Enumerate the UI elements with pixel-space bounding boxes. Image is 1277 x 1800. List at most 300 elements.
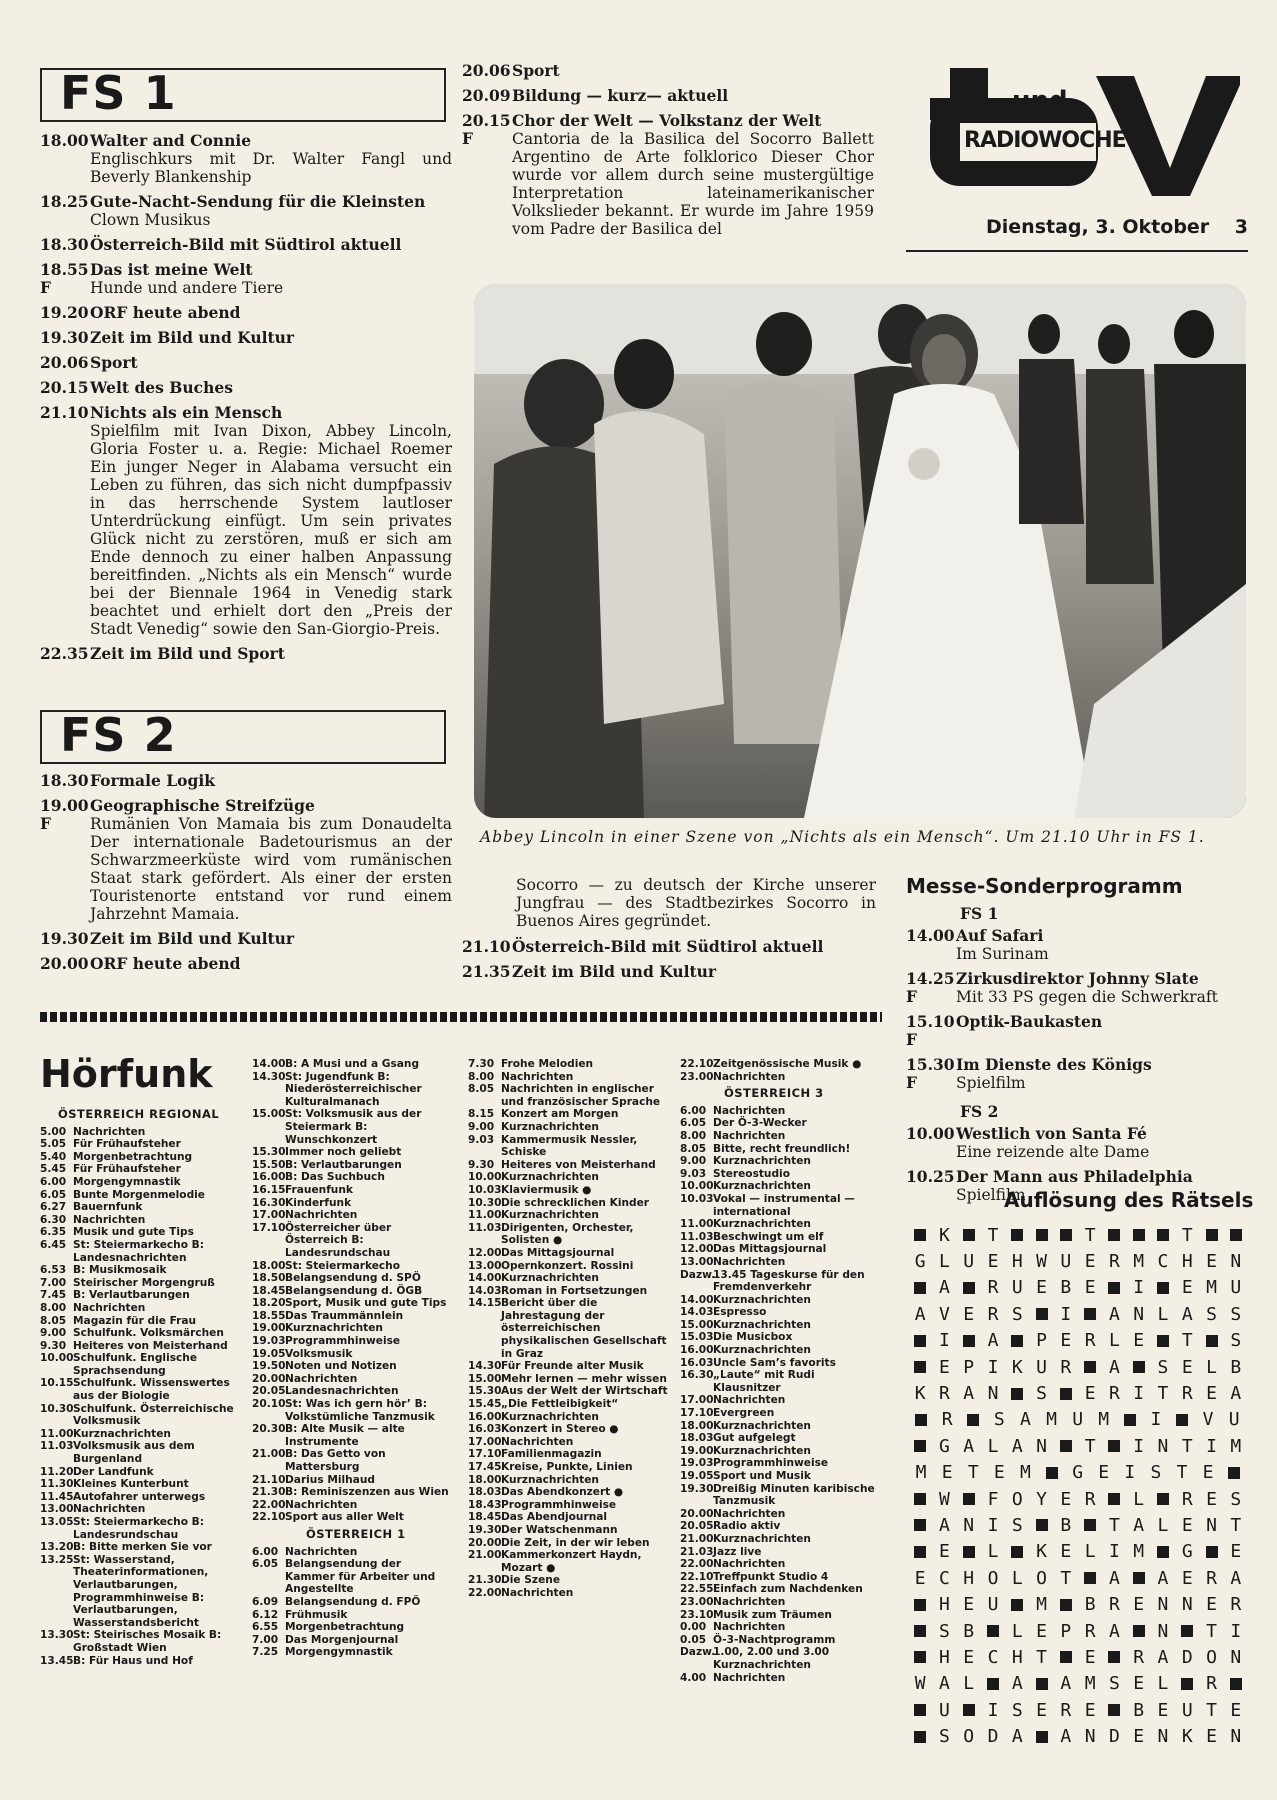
puzzle-letter-cell: R bbox=[1060, 1699, 1072, 1721]
radio-time: 13.25 bbox=[40, 1553, 74, 1566]
puzzle-letter-cell: S bbox=[993, 1409, 1005, 1431]
radio-time: 5.00 bbox=[40, 1125, 67, 1138]
radio-time: 22.10 bbox=[680, 1058, 714, 1070]
radio-entry bbox=[468, 1260, 668, 1273]
radio-title: Sport aus aller Welt bbox=[285, 1511, 404, 1524]
radio-entry bbox=[252, 1285, 452, 1298]
radio-time: 14.15 bbox=[468, 1297, 502, 1310]
puzzle-letter-cell: O bbox=[1206, 1646, 1217, 1668]
puzzle-letter-cell: W bbox=[1036, 1251, 1047, 1273]
entry-title: Zeit im Bild und Kultur bbox=[90, 929, 295, 948]
entry-body bbox=[90, 772, 452, 790]
puzzle-block-cell bbox=[1078, 1354, 1102, 1380]
radio-title: Kurznachrichten bbox=[713, 1344, 811, 1357]
entry-description: Cantoria de la Basilica del Socorro Ballett Argentino de Arte folklorico Dieser Chor wurde vor allem durch seine mustergültige Interpretation lateinamerikanischer Volkslieder bekannt. Er wurde im Jahre 1959 vom Padre der Basilica del bbox=[512, 130, 874, 238]
radio-title: Steirischer Morgengruß bbox=[73, 1276, 215, 1289]
radio-title: Morgengymnastik bbox=[285, 1646, 393, 1659]
radio-title: St: Steiermarkecho bbox=[285, 1259, 400, 1272]
radio-time: 14.03 bbox=[680, 1306, 714, 1319]
program-entry bbox=[40, 930, 452, 948]
puzzle-letter-cell: B bbox=[963, 1620, 975, 1642]
entry-time-col bbox=[462, 62, 512, 80]
entry-time: 20.06 bbox=[40, 353, 89, 372]
puzzle-letter-cell: I bbox=[987, 1699, 999, 1721]
puzzle-letter-cell: R bbox=[1133, 1646, 1145, 1668]
entry-time: 18.30 bbox=[40, 771, 89, 790]
program-entry bbox=[906, 927, 1252, 963]
radio-time: Dazw. bbox=[680, 1268, 716, 1281]
puzzle-block-cell bbox=[1029, 1671, 1053, 1697]
program-entry bbox=[40, 261, 452, 297]
entry-title: Nichts als ein Mensch bbox=[90, 403, 283, 422]
radio-title: Radio aktiv bbox=[713, 1520, 781, 1533]
radio-time: 23.10 bbox=[680, 1608, 714, 1621]
radio-time: 18.00 bbox=[680, 1419, 714, 1432]
radio-time: 22.10 bbox=[252, 1511, 286, 1524]
radio-time: 19.30 bbox=[468, 1523, 502, 1536]
puzzle-letter-cell: L bbox=[1011, 1567, 1023, 1589]
puzzle-letter-cell: E bbox=[1084, 1277, 1096, 1299]
fs1-late-list bbox=[462, 938, 874, 988]
puzzle-block-cell bbox=[1005, 1380, 1029, 1406]
radio-title: Das Morgenjournal bbox=[285, 1633, 399, 1646]
puzzle-title: Auflösung des Rätsels bbox=[1004, 1188, 1254, 1212]
radio-entry bbox=[680, 1193, 880, 1218]
entry-flag: F bbox=[906, 1030, 918, 1049]
radio-entry bbox=[252, 1310, 452, 1323]
radio-time: 13.00 bbox=[40, 1503, 74, 1516]
radio-time: 19.05 bbox=[680, 1470, 714, 1482]
puzzle-letter-cell: M bbox=[1206, 1277, 1217, 1299]
radio-entry bbox=[40, 1629, 240, 1654]
radio-entry bbox=[680, 1407, 880, 1420]
puzzle-block-cell bbox=[1029, 1301, 1053, 1327]
photo-caption: Abbey Lincoln in einer Szene von „Nichts als ein Mensch“. Um 21.10 Uhr in FS 1. bbox=[480, 828, 1205, 846]
puzzle-block-cell bbox=[1102, 1486, 1126, 1512]
radio-entry bbox=[40, 1189, 240, 1202]
radio-title: Mehr lernen — mehr wissen bbox=[501, 1372, 667, 1385]
puzzle-letter-cell: E bbox=[1230, 1541, 1242, 1563]
radio-entry bbox=[680, 1634, 880, 1647]
puzzle-letter-cell: I bbox=[1060, 1303, 1072, 1325]
puzzle-letter-cell: E bbox=[1230, 1699, 1242, 1721]
radio-time: 18.00 bbox=[252, 1259, 286, 1272]
radio-title: St: Was ich gern hör’ B: Volkstümliche Tanzmusik bbox=[285, 1398, 435, 1423]
puzzle-letter-cell: M bbox=[1046, 1409, 1057, 1431]
entry-title: Auf Safari bbox=[956, 926, 1044, 945]
radio-title: Nachrichten bbox=[501, 1586, 574, 1599]
puzzle-letter-cell: A bbox=[1230, 1567, 1242, 1589]
radio-entry bbox=[680, 1508, 880, 1521]
radio-title: Beschwingt um elf bbox=[713, 1230, 824, 1243]
puzzle-letter-cell: R bbox=[987, 1303, 999, 1325]
puzzle-letter-cell: S bbox=[939, 1726, 950, 1748]
entry-time: 14.00 bbox=[906, 926, 955, 945]
entry-title: Österreich-Bild mit Südtirol aktuell bbox=[512, 937, 824, 956]
radio-title: St: Steirisches Mosaik B: Großstadt Wien bbox=[73, 1629, 222, 1654]
puzzle-letter-cell: S bbox=[1150, 1462, 1162, 1484]
entry-body bbox=[90, 236, 452, 254]
radio-entry bbox=[252, 1335, 452, 1348]
radio-time: 18.45 bbox=[468, 1511, 502, 1524]
radio-time: 9.00 bbox=[680, 1155, 707, 1168]
puzzle-block-cell bbox=[981, 1671, 1005, 1697]
puzzle-letter-cell: E bbox=[1181, 1514, 1193, 1536]
entry-title: Sport bbox=[512, 61, 560, 80]
entry-body bbox=[90, 132, 452, 186]
puzzle-letter-cell: R bbox=[1181, 1383, 1193, 1405]
entry-time-col bbox=[462, 963, 512, 981]
radio-entry bbox=[252, 1184, 452, 1197]
radio-entry bbox=[680, 1646, 880, 1671]
puzzle-block-cell bbox=[908, 1486, 932, 1512]
radio-time: 7.30 bbox=[468, 1058, 495, 1070]
radio-header-oe3: ÖSTERREICH 3 bbox=[724, 1086, 824, 1101]
radio-entry bbox=[680, 1231, 880, 1244]
puzzle-letter-cell: D bbox=[987, 1726, 999, 1748]
puzzle-letter-cell: E bbox=[1084, 1251, 1096, 1273]
radio-title: Bitte, recht freundlich! bbox=[713, 1142, 851, 1155]
radio-entry bbox=[680, 1470, 880, 1483]
radio-entry bbox=[680, 1331, 880, 1344]
entry-description: Spielfilm bbox=[956, 1074, 1026, 1092]
entry-body bbox=[512, 62, 874, 80]
radio-entry bbox=[40, 1214, 240, 1227]
radio-entry bbox=[40, 1428, 240, 1441]
radio-time: 6.09 bbox=[252, 1595, 279, 1608]
radio-entry bbox=[252, 1146, 452, 1159]
entry-time: 20.09 bbox=[462, 86, 511, 105]
puzzle-letter-cell: E bbox=[1060, 1541, 1072, 1563]
puzzle-letter-cell: A bbox=[1181, 1303, 1193, 1325]
radio-title: Ö-3-Nachtprogramm bbox=[713, 1633, 836, 1646]
radio-entry bbox=[680, 1520, 880, 1533]
puzzle-block-cell bbox=[1102, 1644, 1126, 1670]
radio-time: 9.30 bbox=[468, 1158, 495, 1171]
puzzle-letter-cell: I bbox=[1108, 1541, 1120, 1563]
entry-flag: F bbox=[40, 814, 52, 833]
radio-time: 17.10 bbox=[468, 1448, 502, 1461]
puzzle-row bbox=[908, 1591, 1248, 1617]
radio-entry bbox=[680, 1117, 880, 1130]
radio-entry bbox=[680, 1256, 880, 1269]
puzzle-block-cell bbox=[908, 1512, 932, 1538]
radio-time: 9.03 bbox=[468, 1133, 495, 1146]
radio-time: 13.00 bbox=[680, 1255, 714, 1268]
puzzle-letter-cell: E bbox=[1181, 1356, 1193, 1378]
radio-time: 6.00 bbox=[252, 1545, 279, 1558]
entry-title: Zeit im Bild und Sport bbox=[90, 644, 285, 663]
radio-title: Belangsendung der Kammer für Arbeiter und Angestellte bbox=[285, 1558, 436, 1596]
entry-time: 21.35 bbox=[462, 962, 511, 981]
puzzle-letter-cell: T bbox=[1230, 1514, 1242, 1536]
radio-header-oe1: ÖSTERREICH 1 bbox=[306, 1526, 406, 1541]
radio-entry bbox=[252, 1171, 452, 1184]
entry-time-col bbox=[906, 927, 956, 963]
radio-time: 8.00 bbox=[40, 1301, 67, 1314]
puzzle-row bbox=[908, 1671, 1248, 1697]
entry-time-col bbox=[40, 132, 90, 186]
radio-title: Kinderfunk bbox=[285, 1196, 352, 1209]
entry-time: 19.30 bbox=[40, 929, 89, 948]
puzzle-letter-cell: I bbox=[939, 1330, 950, 1352]
radio-time: 21.10 bbox=[252, 1473, 286, 1486]
puzzle-letter-cell: S bbox=[939, 1620, 950, 1642]
puzzle-letter-cell: T bbox=[987, 1224, 999, 1246]
logo-radiowoche: RADIOWOCHE bbox=[964, 128, 1126, 153]
entry-time: 19.30 bbox=[40, 328, 89, 347]
radio-entry bbox=[40, 1151, 240, 1164]
radio-title: Bericht über die Jahrestagung der österreichischen physikalischen Gesellschaft in Graz bbox=[501, 1297, 667, 1360]
radio-title: Belangsendung d. SPÖ bbox=[285, 1272, 421, 1285]
puzzle-row bbox=[908, 1565, 1248, 1591]
radio-list-2 bbox=[252, 1058, 452, 1524]
radio-time: 18.03 bbox=[468, 1486, 502, 1499]
entry-description: Im Surinam bbox=[956, 945, 1049, 963]
puzzle-letter-cell: T bbox=[1206, 1620, 1217, 1642]
entry-time-col bbox=[462, 112, 512, 238]
puzzle-letter-cell: N bbox=[1157, 1620, 1169, 1642]
entry-time: 19.00 bbox=[40, 796, 89, 815]
puzzle-letter-cell: E bbox=[1060, 1488, 1072, 1510]
puzzle-letter-cell: A bbox=[963, 1383, 975, 1405]
radio-time: 19.50 bbox=[252, 1360, 286, 1373]
radio-title: Nachrichten bbox=[501, 1070, 574, 1083]
puzzle-letter-cell: A bbox=[1020, 1409, 1031, 1431]
puzzle-letter-cell: M bbox=[1133, 1251, 1145, 1273]
radio-header-regional: ÖSTERREICH REGIONAL bbox=[58, 1107, 220, 1121]
entry-time-col bbox=[40, 797, 90, 923]
radio-entry bbox=[40, 1377, 240, 1402]
radio-entry bbox=[40, 1655, 240, 1668]
puzzle-letter-cell: N bbox=[1206, 1514, 1217, 1536]
radio-title: Sport, Musik und gute Tips bbox=[285, 1297, 447, 1310]
radio-title: Nachrichten bbox=[73, 1125, 146, 1138]
entry-time: 18.25 bbox=[40, 192, 89, 211]
film-still-photo bbox=[474, 284, 1246, 818]
puzzle-letter-cell: E bbox=[1036, 1277, 1047, 1299]
radio-title: Programmhinweise bbox=[285, 1335, 401, 1348]
entry-time: 19.20 bbox=[40, 303, 89, 322]
puzzle-letter-cell: T bbox=[1084, 1435, 1096, 1457]
messe-fs1-label: FS 1 bbox=[960, 904, 999, 923]
radio-title: Kleines Kunterbunt bbox=[73, 1478, 189, 1491]
radio-entry bbox=[40, 1327, 240, 1340]
radio-time: 17.00 bbox=[468, 1435, 502, 1448]
radio-entry bbox=[252, 1108, 452, 1146]
radio-time: 17.10 bbox=[680, 1407, 714, 1420]
entry-time-col bbox=[906, 1013, 956, 1049]
program-entry bbox=[462, 963, 874, 981]
puzzle-block-cell bbox=[908, 1697, 932, 1723]
entry-title: Formale Logik bbox=[90, 771, 215, 790]
radio-title: B: Alte Musik — alte Instrumente bbox=[285, 1423, 405, 1448]
entry-title: Der Mann aus Philadelphia bbox=[956, 1167, 1193, 1186]
program-entry bbox=[40, 132, 452, 186]
radio-title: Nachrichten bbox=[713, 1558, 786, 1571]
entry-body bbox=[512, 938, 874, 956]
radio-entry bbox=[468, 1549, 668, 1574]
puzzle-letter-cell: U bbox=[963, 1251, 975, 1273]
entry-time-col bbox=[40, 404, 90, 638]
radio-time: 18.03 bbox=[680, 1432, 714, 1445]
puzzle-letter-cell: R bbox=[1084, 1620, 1096, 1642]
program-entry bbox=[40, 329, 452, 347]
radio-entry bbox=[468, 1159, 668, 1172]
radio-entry bbox=[252, 1385, 452, 1398]
radio-time: 21.00 bbox=[468, 1549, 502, 1562]
puzzle-letter-cell: E bbox=[1084, 1646, 1096, 1668]
puzzle-letter-cell: L bbox=[1011, 1620, 1023, 1642]
radio-time: 14.30 bbox=[468, 1360, 502, 1373]
puzzle-letter-cell: R bbox=[1206, 1567, 1217, 1589]
radio-title: Schulfunk. Volksmärchen bbox=[73, 1327, 224, 1340]
puzzle-letter-cell: A bbox=[1060, 1726, 1072, 1748]
radio-title: Dirigenten, Orchester, Solisten ● bbox=[501, 1221, 634, 1247]
radio-entry bbox=[468, 1222, 668, 1247]
radio-title: Die schrecklichen Kinder bbox=[501, 1196, 650, 1209]
entry-time: 14.25 bbox=[906, 969, 955, 988]
puzzle-letter-cell: E bbox=[963, 1594, 975, 1616]
entry-title: Zeit im Bild und Kultur bbox=[90, 328, 295, 347]
radio-title: 13.45 Tageskurse für den Fremdenverkehr bbox=[713, 1268, 865, 1294]
puzzle-letter-cell: L bbox=[1157, 1303, 1169, 1325]
radio-title: Nachrichten bbox=[713, 1507, 786, 1520]
puzzle-letter-cell: A bbox=[939, 1277, 950, 1299]
radio-list-2b bbox=[252, 1546, 452, 1659]
radio-entry bbox=[680, 1571, 880, 1584]
puzzle-letter-cell: G bbox=[1181, 1541, 1193, 1563]
puzzle-letter-cell: T bbox=[1181, 1435, 1193, 1457]
radio-entry bbox=[680, 1168, 880, 1181]
puzzle-letter-cell: G bbox=[914, 1251, 926, 1273]
radio-title: Bunte Morgenmelodie bbox=[73, 1188, 205, 1201]
radio-title: Das Abendjournal bbox=[501, 1511, 608, 1524]
puzzle-block-cell bbox=[908, 1591, 932, 1617]
puzzle-block-cell bbox=[1199, 1222, 1223, 1248]
radio-entry bbox=[40, 1289, 240, 1302]
radio-time: 21.00 bbox=[252, 1448, 286, 1461]
radio-title: Morgenbetrachtung bbox=[285, 1621, 405, 1634]
entry-description: Eine reizende alte Dame bbox=[956, 1143, 1150, 1161]
puzzle-block-cell bbox=[1151, 1222, 1175, 1248]
puzzle-letter-cell: M bbox=[1020, 1462, 1031, 1484]
radio-time: 11.30 bbox=[40, 1478, 74, 1491]
radio-title: Frühmusik bbox=[285, 1608, 348, 1621]
puzzle-letter-cell: E bbox=[987, 1251, 999, 1273]
radio-entry bbox=[252, 1511, 452, 1524]
radio-time: 16.03 bbox=[468, 1423, 502, 1436]
entry-time: 18.30 bbox=[40, 235, 89, 254]
radio-entry bbox=[252, 1209, 452, 1222]
radio-title: Konzert am Morgen bbox=[501, 1108, 619, 1121]
radio-entry bbox=[680, 1596, 880, 1609]
radio-title: Autofahrer unterwegs bbox=[73, 1490, 206, 1503]
radio-entry bbox=[252, 1634, 452, 1647]
radio-title: Volksmusik aus dem Burgenland bbox=[73, 1440, 195, 1466]
puzzle-letter-cell: N bbox=[1157, 1435, 1169, 1457]
radio-title: Jazz live bbox=[713, 1545, 762, 1558]
puzzle-letter-cell: A bbox=[1108, 1567, 1120, 1589]
puzzle-letter-cell: N bbox=[963, 1514, 975, 1536]
radio-time: 22.00 bbox=[680, 1558, 714, 1571]
radio-entry bbox=[40, 1264, 240, 1277]
radio-entry bbox=[252, 1071, 452, 1109]
messe-section bbox=[906, 874, 1252, 1211]
puzzle-block-cell bbox=[1117, 1407, 1143, 1433]
radio-entry bbox=[680, 1420, 880, 1433]
puzzle-letter-cell: B bbox=[1060, 1277, 1072, 1299]
radio-title: B: Reminiszenzen aus Wien bbox=[285, 1486, 449, 1499]
puzzle-block-cell bbox=[957, 1222, 981, 1248]
puzzle-letter-cell: N bbox=[1230, 1646, 1242, 1668]
radio-entry bbox=[680, 1483, 880, 1508]
radio-time: 16.00 bbox=[252, 1171, 286, 1184]
puzzle-block-cell bbox=[1221, 1460, 1247, 1486]
radio-time: 11.03 bbox=[40, 1440, 74, 1453]
logo-und: und bbox=[1012, 86, 1068, 116]
radio-entry bbox=[680, 1294, 880, 1307]
radio-title: Belangsendung d. ÖGB bbox=[285, 1284, 423, 1297]
radio-time: 11.00 bbox=[468, 1209, 502, 1222]
radio-time: 6.53 bbox=[40, 1264, 67, 1277]
puzzle-letter-cell: R bbox=[1084, 1330, 1096, 1352]
puzzle-letter-cell: R bbox=[1108, 1594, 1120, 1616]
radio-time: 21.30 bbox=[252, 1486, 286, 1499]
puzzle-letter-cell: U bbox=[1228, 1409, 1240, 1431]
puzzle-letter-cell: N bbox=[1133, 1303, 1145, 1325]
radio-entry bbox=[252, 1222, 452, 1260]
radio-time: 10.30 bbox=[40, 1402, 74, 1415]
radio-time: 17.00 bbox=[252, 1209, 286, 1222]
radio-title: B: Das Suchbuch bbox=[285, 1171, 385, 1184]
puzzle-letter-cell: E bbox=[1206, 1726, 1217, 1748]
fs2-header: FS 2 bbox=[40, 710, 446, 764]
radio-title: Familienmagazin bbox=[501, 1448, 602, 1461]
entry-time-col bbox=[40, 329, 90, 347]
program-entry bbox=[462, 62, 874, 80]
radio-title: Frohe Melodien bbox=[501, 1058, 594, 1070]
puzzle-block-cell bbox=[1127, 1618, 1151, 1644]
radio-title: Für Freunde alter Musik bbox=[501, 1360, 644, 1373]
puzzle-letter-cell: R bbox=[1206, 1673, 1217, 1695]
radio-title: Kreise, Punkte, Linien bbox=[501, 1461, 633, 1473]
puzzle-letter-cell: I bbox=[1150, 1409, 1162, 1431]
puzzle-letter-cell: K bbox=[914, 1383, 926, 1405]
puzzle-letter-cell: T bbox=[1157, 1383, 1169, 1405]
radio-title: Programmhinweise bbox=[501, 1498, 617, 1511]
entry-body bbox=[90, 645, 452, 663]
radio-title: Morgenbetrachtung bbox=[73, 1150, 193, 1163]
puzzle-letter-cell: L bbox=[963, 1673, 975, 1695]
entry-title: Geographische Streifzüge bbox=[90, 796, 315, 815]
radio-title: Kurznachrichten bbox=[501, 1120, 599, 1133]
radio-title: Treffpunkt Studio 4 bbox=[713, 1570, 829, 1583]
radio-title: Evergreen bbox=[713, 1407, 775, 1420]
fs2-program-list bbox=[40, 772, 452, 980]
radio-title: Kammerkonzert Haydn, Mozart ● bbox=[501, 1549, 642, 1574]
puzzle-letter-cell: E bbox=[939, 1356, 950, 1378]
radio-entry bbox=[468, 1499, 668, 1512]
radio-title: Das Traummännlein bbox=[285, 1309, 404, 1322]
entry-time-col bbox=[40, 236, 90, 254]
puzzle-letter-cell: A bbox=[1108, 1356, 1120, 1378]
radio-time: 20.00 bbox=[680, 1507, 714, 1520]
puzzle-row bbox=[908, 1512, 1248, 1538]
radio-title: Schulfunk. Englische Sprachsendung bbox=[73, 1352, 198, 1377]
entry-body bbox=[90, 329, 452, 347]
puzzle-letter-cell: R bbox=[1230, 1594, 1242, 1616]
